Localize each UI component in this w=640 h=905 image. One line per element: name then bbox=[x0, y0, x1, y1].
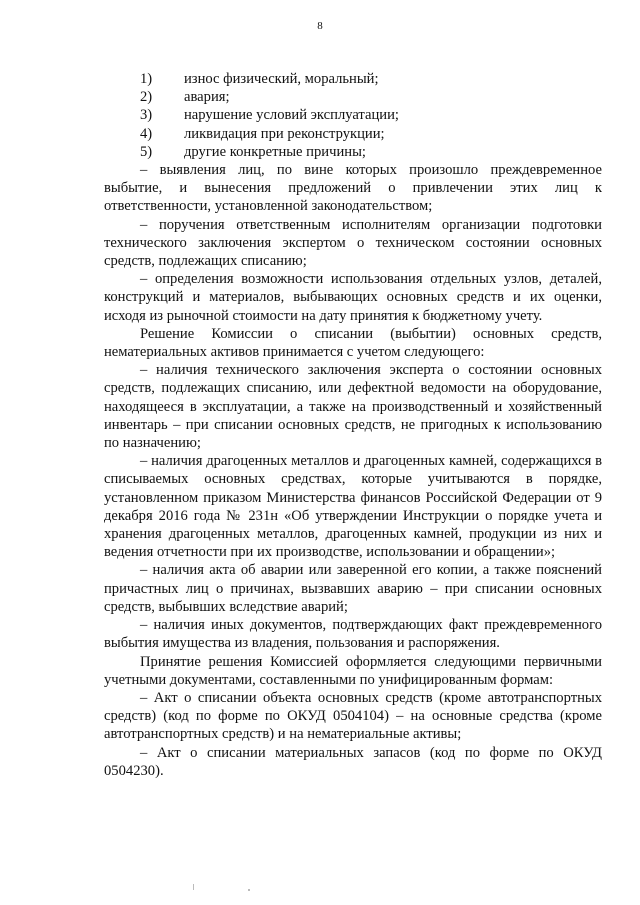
paragraph-decision-documents: Принятие решения Комиссией оформляется следующими первичными учетными документами, составленными по унифицированным формам: bbox=[104, 653, 602, 688]
list-item-number: 1) bbox=[140, 71, 153, 87]
list-item-number: 3) bbox=[140, 107, 153, 124]
paragraph-reuse-parts: – определения возможности использования отдельных узлов, деталей, конструкций и материалов, выбывающих основных средств и их оценки, исходя из рыночной стоимости на дату принятия к бюджетному учету. bbox=[104, 271, 602, 324]
list-item-text: износ физический, моральный; bbox=[184, 71, 379, 87]
paragraph-precious-metals: – наличия драгоценных металлов и драгоценных камней, содержащихся в списываемых основных средствах, которые учитываются в порядке, установленном приказом Министерства финансов Российской Федерации от 9 декабря 2016 года № 231н «Об утверждении Инструкции о порядке учета и хранения драгоценных металлов, драгоценных камней, продукции из них и ведения отчетности при их производстве, использовании и обращении»; bbox=[104, 453, 602, 561]
list-item-text: нарушение условий эксплуатации; bbox=[184, 107, 399, 124]
scan-artifact bbox=[248, 889, 250, 891]
reasons-list bbox=[104, 70, 602, 161]
paragraph-decision-criteria: Решение Комиссии о списании (выбытии) основных средств, нематериальных активов принимается с учетом следующего: bbox=[104, 325, 602, 361]
list-item bbox=[104, 125, 602, 143]
list-item-number: 4) bbox=[140, 125, 153, 142]
page-number: 8 bbox=[317, 20, 323, 32]
list-item-number: 5) bbox=[140, 143, 153, 160]
paragraph-identify-persons: – выявления лиц, по вине которых произошло преждевременное выбытие, и вынесения предложений о привлечении этих лиц к ответственности, установленной законодательством; bbox=[104, 162, 602, 215]
list-item bbox=[104, 88, 602, 106]
paragraph-act-materials: – Акт о списании материальных запасов (код по форме по ОКУД 0504230). bbox=[104, 744, 602, 779]
list-item-text: другие конкретные причины; bbox=[184, 143, 366, 160]
list-item-text: авария; bbox=[184, 89, 230, 106]
document-body bbox=[104, 70, 602, 780]
list-item bbox=[104, 106, 602, 124]
paragraph-act-fixed-assets: – Акт о списании объекта основных средств (кроме автотранспортных средств) (код по форме по ОКУД 0504104) – на основные средства (кроме автотранспортных средств) и на нематериальные активы; bbox=[104, 689, 602, 743]
paragraph-expert-conclusion: – наличия технического заключения эксперта о состоянии основных средств, подлежащих списанию, или дефектной ведомости на оборудование, находящееся в эксплуатации, а также на производственный и хозяйственный инвентарь – при списании основных средств, не пригодных к использованию по назначению; bbox=[104, 362, 602, 452]
list-item bbox=[104, 70, 602, 88]
scan-artifact bbox=[193, 884, 194, 890]
paragraph-other-documents: – наличия иных документов, подтверждающих факт преждевременного выбытия имущества из владения, пользования и распоряжения. bbox=[104, 617, 602, 652]
list-item-text: ликвидация при реконструкции; bbox=[184, 125, 385, 142]
list-item-number: 2) bbox=[140, 89, 153, 106]
list-item bbox=[104, 143, 602, 161]
paragraph-accident-act: – наличия акта об аварии или заверенной его копии, а также пояснений причастных лиц о причинах, вызвавших аварию – при списании основных средств, выбывших вследствие аварий; bbox=[104, 562, 602, 615]
paragraph-expert-assignment: – поручения ответственным исполнителям организации подготовки технического заключения экспертом о техническом состоянии основных средств, подлежащих списанию; bbox=[104, 216, 602, 270]
